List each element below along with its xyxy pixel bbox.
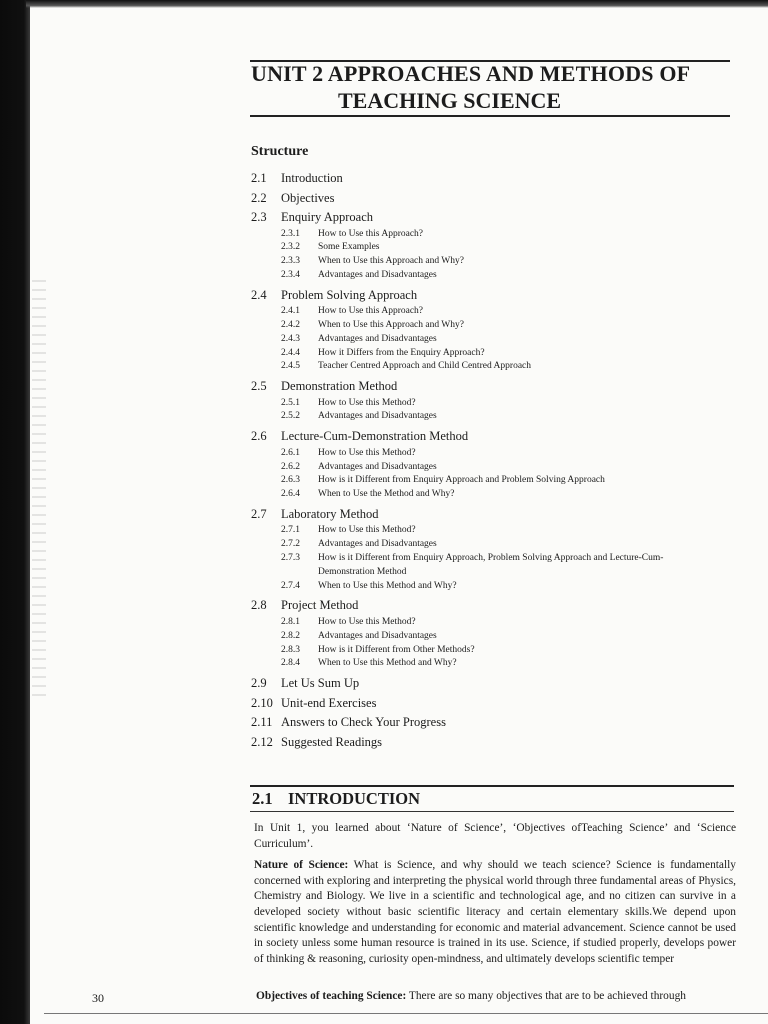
toc-subitem-number: 2.6.1 — [281, 447, 300, 458]
toc-subitem-label: Advantages and Disadvantages — [318, 630, 437, 641]
section-title: INTRODUCTION — [288, 789, 421, 808]
objectives-label: Objectives of teaching Science: — [256, 990, 407, 1002]
toc-subitem-label: Advantages and Disadvantages — [318, 333, 437, 344]
toc-subitem-label: How to Use this Approach? — [318, 228, 424, 239]
toc-subitem-number: 2.5.2 — [281, 411, 300, 422]
toc-subitem-number: 2.4.1 — [281, 306, 300, 317]
toc-subitem-number: 2.6.3 — [281, 475, 300, 486]
toc-item — [251, 596, 741, 616]
toc-item-label: Objectives — [281, 190, 335, 205]
toc-subitem — [251, 552, 741, 566]
toc-subitem — [251, 255, 741, 269]
toc-subitem-label: When to Use this Method and Why? — [318, 580, 457, 591]
toc-subitem-label: How it Differs from the Enquiry Approach? — [318, 347, 485, 358]
toc-item-number: 2.7 — [251, 506, 267, 521]
toc-item-number: 2.11 — [251, 715, 273, 730]
toc-subitem-label-continued: Demonstration Method — [318, 566, 407, 577]
toc-subitem-number: 2.7.4 — [281, 580, 300, 591]
toc-subitem-label: Advantages and Disadvantages — [318, 411, 437, 422]
toc-item-number: 2.5 — [251, 379, 267, 394]
toc-item-label: Demonstration Method — [281, 379, 398, 394]
toc-subitem-number: 2.4.3 — [281, 333, 300, 344]
unit-title-line-2: TEACHING SCIENCE — [338, 88, 562, 113]
toc-subitem-continuation — [251, 566, 741, 580]
toc-item-label: Unit-end Exercises — [281, 695, 377, 710]
toc-subitem — [251, 580, 741, 594]
toc-item-number: 2.12 — [251, 734, 273, 749]
toc-item-label: Answers to Check Your Progress — [281, 715, 446, 730]
toc-subitem — [251, 474, 741, 488]
toc-item — [251, 286, 741, 306]
toc-subitem-label: Advantages and Disadvantages — [318, 461, 437, 472]
structure-heading: Structure — [251, 144, 309, 159]
toc-item-label: Problem Solving Approach — [281, 287, 418, 302]
toc-subitem-label: Teacher Centred Approach and Child Centred Approach — [318, 361, 532, 372]
toc-subitem-label: Advantages and Disadvantages — [318, 539, 437, 550]
toc-item-number: 2.6 — [251, 429, 267, 444]
toc-item — [251, 694, 741, 714]
toc-subitem-number: 2.8.4 — [281, 658, 300, 669]
toc-subitem — [251, 319, 741, 333]
nature-of-science-label: Nature of Science: — [254, 859, 349, 872]
nature-of-science-paragraph — [254, 858, 736, 967]
intro-paragraph: In Unit 1, you learned about ‘Nature of Science’, ‘Objectives ofTeaching Science’ and ‘Science Curriculum’. — [254, 822, 736, 850]
toc-item-label: Laboratory Method — [281, 506, 379, 521]
toc-subitem-label: Some Examples — [318, 242, 380, 253]
toc-item — [251, 189, 741, 209]
unit-title-line-1: UNIT 2 APPROACHES AND METHODS OF — [251, 61, 691, 86]
toc-item — [251, 427, 741, 447]
toc-subitem — [251, 461, 741, 475]
toc-subitem-label: How to Use this Method? — [318, 616, 416, 627]
footer-rule — [44, 1013, 768, 1014]
toc-subitem-number: 2.3.4 — [281, 269, 300, 280]
toc-item-number: 2.10 — [251, 695, 273, 710]
toc-subitem-label: How is it Different from Other Methods? — [318, 644, 475, 655]
toc-subitem — [251, 347, 741, 361]
toc-item — [251, 505, 741, 525]
toc-subitem-number: 2.8.2 — [281, 630, 300, 641]
toc-subitem-label: How to Use this Approach? — [318, 306, 424, 317]
toc-item-number: 2.2 — [251, 190, 267, 205]
toc-subitem — [251, 630, 741, 644]
toc-item-label: Project Method — [281, 598, 359, 613]
toc-item — [251, 208, 741, 228]
toc-item — [251, 713, 741, 733]
toc-subitem — [251, 333, 741, 347]
toc-subitem — [251, 410, 741, 424]
section-number: 2.1 — [252, 789, 273, 808]
toc-subitem-number: 2.4.2 — [281, 319, 300, 330]
toc-item-number: 2.1 — [251, 171, 267, 185]
toc-subitem-number: 2.7.3 — [281, 553, 300, 564]
title-rule-bottom — [250, 115, 730, 117]
table-of-contents — [251, 169, 741, 752]
toc-item-number: 2.4 — [251, 287, 267, 302]
toc-subitem — [251, 360, 741, 374]
toc-subitem-number: 2.8.1 — [281, 616, 300, 627]
toc-item — [251, 733, 741, 753]
toc-item-label: Let Us Sum Up — [281, 676, 360, 691]
toc-subitem — [251, 397, 741, 411]
toc-subitem-label: How to Use this Method? — [318, 447, 416, 458]
toc-subitem-label: How is it Different from Enquiry Approach, Problem Solving Approach and Lecture-Cum- — [318, 553, 664, 564]
toc-item — [251, 377, 741, 397]
toc-item-number: 2.3 — [251, 210, 267, 224]
page-number: 30 — [92, 991, 104, 1005]
toc-item-label: Suggested Readings — [281, 734, 383, 749]
section-rule-bottom — [250, 811, 734, 812]
toc-item-label: Lecture-Cum-Demonstration Method — [281, 429, 469, 444]
toc-subitem — [251, 241, 741, 255]
toc-item — [251, 674, 741, 694]
toc-subitem-number: 2.6.4 — [281, 489, 300, 500]
toc-subitem-number: 2.5.1 — [281, 397, 300, 408]
section-heading — [252, 789, 420, 809]
toc-subitem — [251, 616, 741, 630]
toc-subitem — [251, 644, 741, 658]
toc-item-label: Introduction — [281, 171, 343, 185]
toc-subitem-label: How to Use this Method? — [318, 525, 416, 536]
toc-subitem — [251, 538, 741, 552]
toc-subitem-label: When to Use this Method and Why? — [318, 658, 457, 669]
toc-subitem-label: How is it Different from Enquiry Approach and Problem Solving Approach — [318, 475, 605, 486]
toc-subitem-label: When to Use the Method and Why? — [318, 489, 455, 500]
nature-of-science-text: What is Science, and why should we teach science? Science is fundamentally concerned with exploring and interpreting the physical world through three fundamental areas of Physics, Chemistry and Biology. We live in a scientific and technological age, and no citizen can survive in a developed society without basic scientific literacy and certain elementary skills.We depend upon scientific knowledge and understanding for economic and material advancement. Science cannot be used in society unless some human resource is trained in its use. Science, if studied properly, develops power of thinking & reasoning, curiosity open-mindness, and ultimately develops scientific temper — [254, 859, 737, 965]
toc-subitem — [251, 657, 741, 671]
toc-subitem-number: 2.4.4 — [281, 347, 300, 358]
toc-subitem-number: 2.7.2 — [281, 539, 300, 550]
objectives-text: There are so many objectives that are to be achieved through — [406, 990, 686, 1002]
toc-subitem-label: Advantages and Disadvantages — [318, 269, 437, 280]
toc-subitem — [251, 488, 741, 502]
toc-subitem — [251, 447, 741, 461]
toc-subitem — [251, 524, 741, 538]
toc-item-number: 2.9 — [251, 676, 267, 691]
toc-item-label: Enquiry Approach — [281, 210, 373, 224]
toc-subitem-number: 2.3.3 — [281, 256, 300, 267]
toc-subitem-number: 2.6.2 — [281, 461, 300, 472]
section-rule-top — [250, 785, 734, 787]
toc-subitem-number: 2.3.1 — [281, 228, 300, 239]
objectives-paragraph — [256, 990, 740, 1002]
toc-subitem-number: 2.3.2 — [281, 242, 300, 253]
toc-subitem-label: How to Use this Method? — [318, 397, 416, 408]
toc-subitem — [251, 228, 741, 242]
toc-subitem-number: 2.7.1 — [281, 525, 300, 536]
toc-item — [251, 169, 741, 189]
toc-subitem-label: When to Use this Approach and Why? — [318, 319, 464, 330]
toc-item-number: 2.8 — [251, 598, 267, 613]
toc-subitem — [251, 269, 741, 283]
body-text — [254, 821, 736, 973]
toc-subitem-label: When to Use this Approach and Why? — [318, 256, 464, 267]
toc-subitem — [251, 305, 741, 319]
toc-subitem-number: 2.8.3 — [281, 644, 300, 655]
toc-subitem-number: 2.4.5 — [281, 361, 300, 372]
